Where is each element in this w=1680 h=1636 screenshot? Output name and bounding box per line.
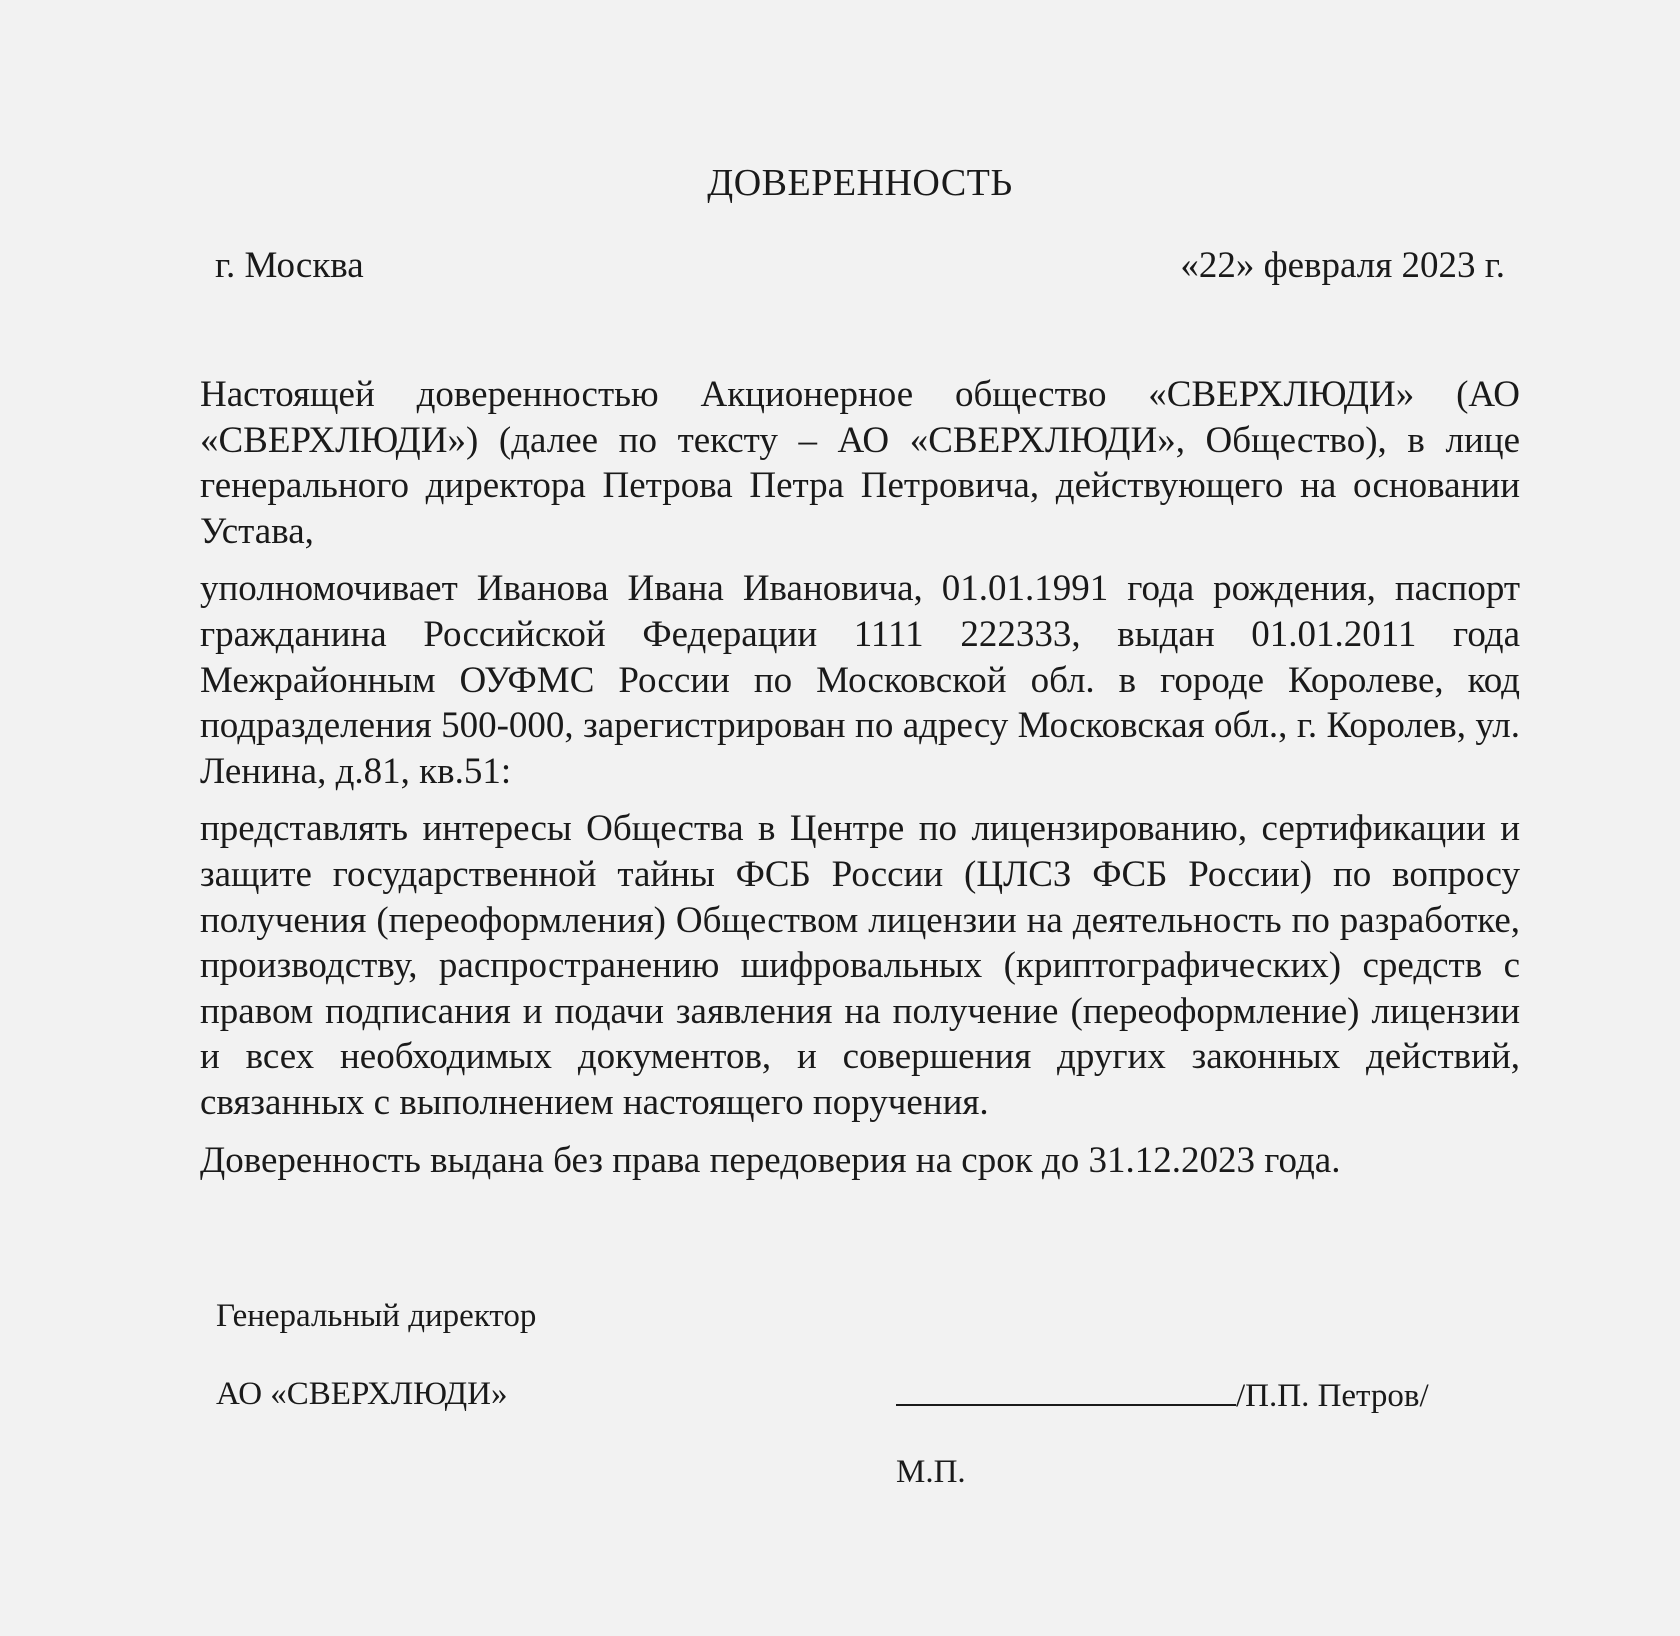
signatory-name: /П.П. Петров/ (1236, 1378, 1429, 1414)
signature-line (896, 1374, 1236, 1406)
document-title: ДОВЕРЕННОСТЬ (707, 162, 1013, 204)
document-body (200, 372, 1520, 1195)
signatory-company: АО «СВЕРХЛЮДИ» (216, 1376, 508, 1412)
paragraph-attorney: уполномочивает Иванова Ивана Ивановича, 01.01.1991 года рождения, паспорт гражданина Российской Федерации 1111 222333, выдан 01.01.2011 года Межрайонным ОУФМС России по Московской обл. в городе Королеве, код подразделения 500-000, зарегистрирован по адресу Московская обл., г. Королев, ул. Ленина, д.81, кв.51: (200, 568, 1520, 792)
signature-block (896, 1374, 1429, 1416)
document-date: «22» февраля 2023 г. (1180, 245, 1505, 286)
paragraph-term: Доверенность выдана без права передоверия на срок до 31.12.2023 года. (200, 1139, 1341, 1181)
paragraph-powers: представлять интересы Общества в Центре по лицензированию, сертификации и защите государственной тайны ФСБ России (ЦЛСЗ ФСБ России) по вопросу получения (переоформления) Обществом лицензии на деятельность по разработке, производству, распространению шифровальных (криптографических) средств с правом подписания и подачи заявления на получение (переоформление) лицензии и всех необходимых документов, и совершения других законных действий, связанных с выполнением настоящего поручения. (200, 808, 1520, 1123)
paragraph-grantor: Настоящей доверенностью Акционерное общество «СВЕРХЛЮДИ» (АО «СВЕРХЛЮДИ») (далее по тексту – АО «СВЕРХЛЮДИ», Общество), в лице генерального директора Петрова Петра Петровича, действующего на основании Устава, (200, 374, 1520, 552)
document-city: г. Москва (215, 245, 364, 286)
signatory-position: Генеральный директор (216, 1298, 537, 1334)
stamp-placeholder: М.П. (896, 1454, 966, 1490)
